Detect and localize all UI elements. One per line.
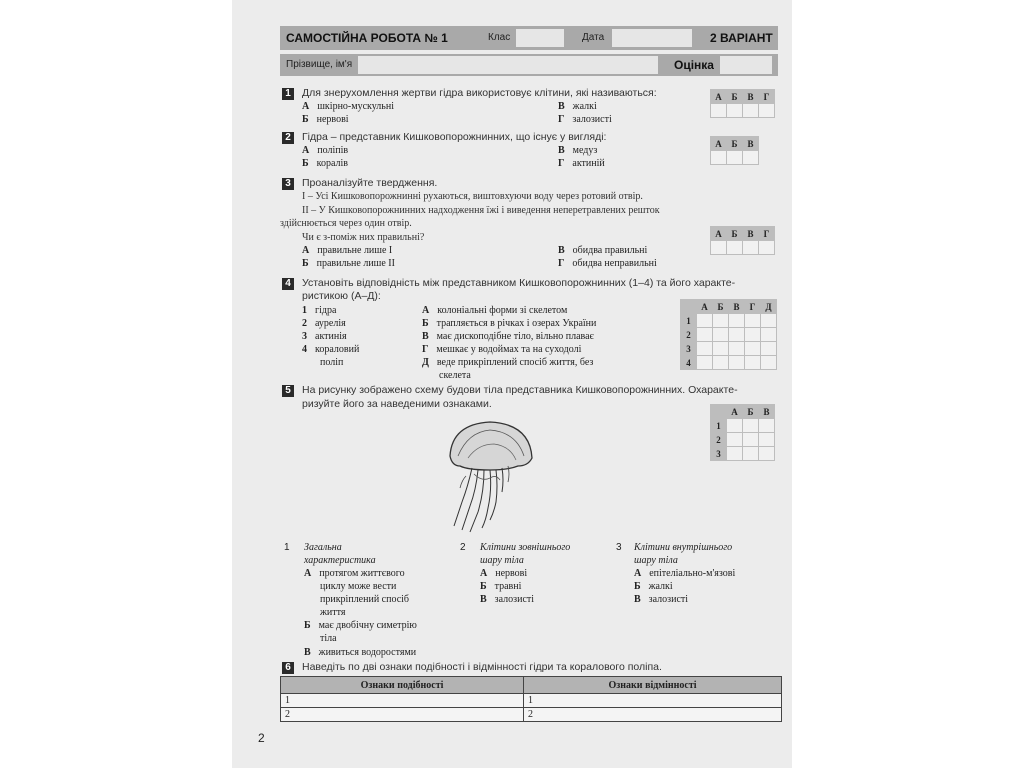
q6-difference-1[interactable]: 1 — [524, 694, 782, 708]
q4-right-d-cont: скелета — [439, 370, 471, 381]
q4-right-b: Б трапляється в річках і озерах України — [422, 318, 597, 329]
q5-col3-heading: Клітини внутрішнього — [634, 542, 733, 553]
q5-col3-option-a[interactable]: А епітеліально-м'язові — [634, 568, 736, 579]
question-6-text: Наведіть по дві ознаки подібності і відмінності гідри та коралового поліпа. — [302, 661, 662, 673]
class-field[interactable] — [516, 29, 564, 47]
q4-right-a: А колоніальні форми зі скелетом — [422, 305, 568, 316]
question-2-number: 2 — [282, 132, 294, 144]
question-4-number: 4 — [282, 278, 294, 290]
q4-right-g: Г мешкає у водоймах та на суходолі — [422, 344, 582, 355]
worksheet-page — [232, 0, 792, 768]
q5-answer-grid: А Б В 1 2 3 — [710, 404, 775, 461]
q1-answer-grid: А Б В Г — [710, 89, 775, 118]
q3-statement-2-cont: здійснюється через один отвір. — [280, 218, 412, 229]
question-3-text: Проаналізуйте твердження. — [302, 177, 438, 189]
q3-option-v[interactable]: В обидва правильні — [558, 245, 648, 256]
q2-option-v[interactable]: В медуз — [558, 145, 598, 156]
q6-answer-table — [280, 676, 782, 722]
q1-option-b[interactable]: Б нервові — [302, 114, 349, 125]
q3-question: Чи є з-поміж них правильні? — [302, 232, 425, 243]
q6-difference-2[interactable]: 2 — [524, 708, 782, 722]
q5-col3-heading-cont: шару тіла — [634, 555, 678, 566]
q5-col1-option-a-line3: прикріплений спосіб — [320, 594, 410, 605]
q4-left-2: 2 аурелія — [302, 318, 346, 329]
q5-col1-option-a[interactable]: А протягом життєвого — [304, 568, 405, 579]
q3-option-g[interactable]: Г обидва неправильні — [558, 258, 657, 269]
q5-col2-option-b[interactable]: Б травні — [480, 581, 522, 592]
q5-col1-option-v[interactable]: В живиться водоростями — [304, 647, 417, 658]
q5-col2-heading: Клітини зовнішнього — [480, 542, 571, 553]
q5-col1-option-a-line2: циклу може вести — [320, 581, 397, 592]
grade-field[interactable] — [720, 56, 772, 74]
page-number: 2 — [258, 731, 265, 745]
q3-option-b[interactable]: Б правильне лише ІІ — [302, 258, 395, 269]
question-2-text: Гідра – представник Кишковопорожнинних, що існує у вигляді: — [302, 131, 607, 143]
q2-option-g[interactable]: Г актиній — [558, 158, 605, 169]
q4-left-4: 4 кораловий — [302, 344, 360, 355]
q5-col1-heading: Загальна — [304, 542, 342, 553]
q2-answer-grid: А Б В — [710, 136, 759, 165]
date-label: Дата — [582, 32, 605, 43]
q3-statement-1: І – Усі Кишковопорожнинні рухаються, виштовхуючи воду через ротовий отвір. — [302, 191, 643, 202]
name-bar — [280, 54, 778, 76]
q6-col-similarities: Ознаки подібності — [281, 677, 524, 694]
grade-label: Оцінка — [674, 58, 714, 72]
jellyfish-illustration — [438, 416, 542, 536]
question-5-text-cont: ризуйте його за наведеними ознаками. — [302, 398, 492, 410]
q4-left-4-cont: поліп — [320, 357, 344, 368]
question-1-number: 1 — [282, 88, 294, 100]
class-label: Клас — [488, 32, 511, 43]
q4-right-v: В має дископодібне тіло, вільно плаває — [422, 331, 594, 342]
q4-answer-grid: А Б В Г Д 1 2 3 4 — [680, 299, 777, 370]
q5-col1-option-b[interactable]: Б має двобічну симетрію — [304, 620, 417, 631]
q3-option-a[interactable]: А правильне лише І — [302, 245, 393, 256]
q2-option-b[interactable]: Б коралів — [302, 158, 348, 169]
q5-col1-option-a-line4: життя — [320, 607, 346, 618]
q3-answer-grid: А Б В Г — [710, 226, 775, 255]
q4-left-3: 3 актинія — [302, 331, 347, 342]
question-5-text: На рисунку зображено схему будови тіла представника Кишковопорожнинних. Охарактe- — [302, 384, 738, 396]
q5-col2-option-a[interactable]: А нервові — [480, 568, 528, 579]
q6-similarity-1[interactable]: 1 — [281, 694, 524, 708]
name-field[interactable] — [358, 56, 658, 74]
q1-option-a[interactable]: А шкірно-мускульні — [302, 101, 394, 112]
question-5-number: 5 — [282, 385, 294, 397]
question-4-text: Установіть відповідність між представником Кишковопорожнинних (1–4) та його характе- — [302, 277, 736, 289]
header-bar — [280, 26, 778, 50]
date-field[interactable] — [612, 29, 692, 47]
q5-col3-number: 3 — [616, 542, 622, 553]
q2-option-a[interactable]: А поліпів — [302, 145, 349, 156]
q5-col2-number: 2 — [460, 542, 466, 553]
q5-col3-option-v[interactable]: В залозисті — [634, 594, 689, 605]
question-3-number: 3 — [282, 178, 294, 190]
q1-option-g[interactable]: Г залозисті — [558, 114, 612, 125]
q5-col3-option-b[interactable]: Б жалкі — [634, 581, 673, 592]
q5-col1-heading-cont: характеристика — [304, 555, 376, 566]
name-label: Прізвище, ім'я — [286, 59, 353, 70]
q4-right-d: Д веде прикріплений спосіб життя, без — [422, 357, 594, 368]
q5-col1-option-b-line2: тіла — [320, 633, 337, 644]
q5-col2-option-v[interactable]: В залозисті — [480, 594, 535, 605]
q6-similarity-2[interactable]: 2 — [281, 708, 524, 722]
q5-col2-heading-cont: шару тіла — [480, 555, 524, 566]
worksheet-title: САМОСТІЙНА РОБОТА № 1 — [286, 31, 448, 45]
q4-left-1: 1 гідра — [302, 305, 337, 316]
q6-col-differences: Ознаки відмінності — [524, 677, 782, 694]
q1-answer-cell[interactable] — [711, 104, 727, 118]
question-6-number: 6 — [282, 662, 294, 674]
question-4-text-cont: ристикою (А–Д): — [302, 290, 381, 302]
q3-statement-2: ІІ – У Кишковопорожнинних надходження їжі і виведення неперетравлених решток — [302, 205, 660, 216]
q1-option-v[interactable]: В жалкі — [558, 101, 597, 112]
question-1-text: Для знерухомлення жертви гідра використовує клітини, які називаються: — [302, 87, 657, 99]
variant-label: 2 ВАРІАНТ — [710, 31, 773, 45]
q5-col1-number: 1 — [284, 542, 290, 553]
